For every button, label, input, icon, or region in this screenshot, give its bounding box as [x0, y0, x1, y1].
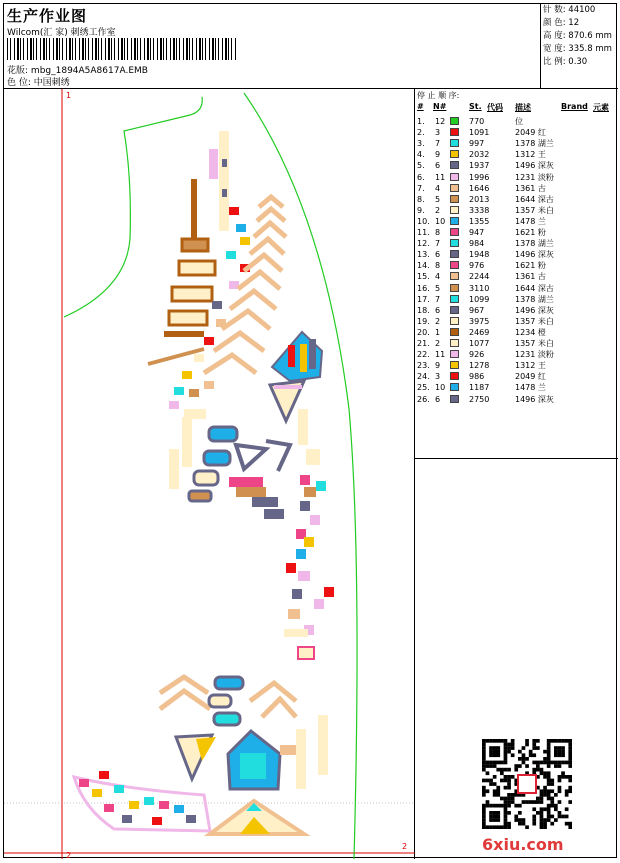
row-stitches: 1099 — [469, 294, 490, 304]
stop-sequence-table — [415, 89, 618, 459]
production-sheet — [3, 3, 617, 858]
row-index: 12. — [417, 239, 430, 249]
color-swatch — [450, 206, 459, 214]
row-needle: 1 — [435, 327, 441, 337]
color-swatch — [450, 284, 459, 292]
legend-row — [415, 316, 618, 327]
legend-row — [415, 260, 618, 271]
garment-outline-left — [64, 97, 202, 317]
legend-row — [415, 271, 618, 282]
row-description: 1496 深灰 — [515, 250, 554, 260]
row-description: 1361 古 — [515, 183, 546, 193]
stitch-column — [219, 131, 229, 231]
row-index: 10. — [417, 216, 430, 226]
row-stitches: 2750 — [469, 394, 490, 404]
row-description: 1378 湖兰 — [515, 239, 554, 249]
row-needle: 6 — [435, 250, 441, 260]
row-stitches: 967 — [469, 305, 485, 315]
row-stitches: 1646 — [469, 183, 490, 193]
row-stitches: 2469 — [469, 327, 490, 337]
row-description: 1231 淡粉 — [515, 350, 554, 360]
embroidery-motif-upper — [148, 131, 250, 419]
row-needle: 10 — [435, 383, 446, 393]
row-needle: 12 — [435, 117, 446, 126]
row-stitches: 2013 — [469, 194, 490, 204]
color-swatch — [450, 372, 459, 380]
row-index: 23. — [417, 361, 430, 371]
row-needle: 11 — [435, 172, 446, 182]
row-index: 25. — [417, 383, 430, 393]
row-stitches: 3110 — [469, 283, 490, 293]
row-description: 1312 王 — [515, 361, 546, 371]
design-file-name: mbg_1894A5A8617A.EMB — [30, 66, 148, 76]
legend-row — [415, 238, 618, 249]
embroidery-preview — [4, 89, 415, 859]
legend-row — [415, 394, 618, 405]
color-swatch — [450, 217, 459, 225]
stitch-rect — [172, 287, 212, 301]
row-stitches: 926 — [469, 350, 485, 360]
col-index: # — [417, 102, 424, 111]
legend-row — [415, 360, 618, 371]
legend-title: 停 止 顺 序: — [417, 91, 460, 100]
col-stitches: St. — [469, 102, 482, 111]
row-index: 18. — [417, 305, 430, 315]
sheet-title: 生产作业图 — [7, 7, 88, 25]
color-swatch — [450, 261, 459, 269]
row-index: 22. — [417, 350, 430, 360]
row-description: 1644 深古 — [515, 194, 554, 204]
row-needle: 6 — [435, 394, 441, 404]
color-swatch — [450, 239, 459, 247]
row-stitches: 997 — [469, 139, 485, 149]
legend-row — [415, 283, 618, 294]
legend-row — [415, 216, 618, 227]
barcode-icon — [7, 38, 239, 60]
legend-row — [415, 183, 618, 194]
row-index: 14. — [417, 261, 430, 271]
row-index: 16. — [417, 283, 430, 293]
legend-row — [415, 327, 618, 338]
row-stitches: 2032 — [469, 150, 490, 160]
legend-row — [415, 116, 618, 127]
colorway-row — [7, 75, 70, 88]
embroidery-house-upper — [270, 332, 322, 421]
row-description: 1644 深古 — [515, 283, 554, 293]
color-swatch — [450, 173, 459, 181]
row-description: 1357 米白 — [515, 316, 554, 326]
row-stitches: 984 — [469, 239, 485, 249]
row-needle: 10 — [435, 216, 446, 226]
row-index: 3. — [417, 139, 425, 149]
legend-row — [415, 305, 618, 316]
legend-columns — [415, 102, 618, 114]
row-stitches: 1996 — [469, 172, 490, 182]
color-swatch — [450, 117, 459, 125]
row-needle: 3 — [435, 128, 441, 138]
color-swatch — [450, 139, 459, 147]
legend-row — [415, 127, 618, 138]
color-swatch — [450, 350, 459, 358]
row-description: 1231 淡粉 — [515, 172, 554, 182]
row-description: 1478 兰 — [515, 216, 546, 226]
row-index: 7. — [417, 183, 425, 193]
color-swatch — [450, 128, 459, 136]
color-swatch — [450, 295, 459, 303]
row-stitches: 947 — [469, 228, 485, 237]
row-needle: 2 — [435, 316, 441, 326]
legend-row — [415, 338, 618, 349]
corner-label-bottom-left: 2 — [66, 851, 72, 860]
row-stitches: 986 — [469, 372, 485, 382]
stitch-bar — [191, 179, 197, 243]
row-needle: 2 — [435, 339, 441, 348]
color-swatch — [450, 184, 459, 192]
row-index: 24. — [417, 372, 430, 382]
col-brand: Brand — [561, 102, 588, 111]
row-needle: 6 — [435, 161, 441, 171]
legend-row — [415, 249, 618, 260]
color-swatch — [450, 150, 459, 158]
col-element: 元素 — [593, 103, 609, 112]
corner-label-top: 1 — [66, 91, 72, 100]
row-stitches: 1077 — [469, 339, 490, 348]
stats-panel — [541, 4, 618, 89]
legend-row — [415, 227, 618, 238]
row-index: 15. — [417, 272, 430, 282]
row-stitches: 1091 — [469, 128, 490, 138]
row-description: 1621 粉 — [515, 228, 546, 237]
row-description: 位 — [515, 117, 523, 126]
row-stitches: 1948 — [469, 250, 490, 260]
colorway-value: 中国刺绣 — [33, 78, 70, 88]
legend-row — [415, 371, 618, 382]
row-description: 1496 深灰 — [515, 305, 554, 315]
design-canvas — [4, 89, 415, 859]
row-needle: 8 — [435, 228, 441, 237]
row-stitches: 3975 — [469, 316, 490, 326]
legend-row — [415, 149, 618, 160]
design-file-label: 花版: — [7, 66, 29, 76]
row-needle: 7 — [435, 139, 441, 149]
color-swatch — [450, 161, 459, 169]
row-index: 6. — [417, 172, 425, 182]
legend-row — [415, 349, 618, 360]
stat-height: 高 度: 870.6 mm — [543, 31, 612, 41]
row-needle: 4 — [435, 183, 441, 193]
legend-row — [415, 172, 618, 183]
row-description: 1357 米白 — [515, 339, 554, 348]
stat-scale: 比 例: 0.30 — [543, 57, 588, 67]
row-description: 1496 深灰 — [515, 394, 554, 404]
row-index: 11. — [417, 228, 430, 237]
legend-row — [415, 194, 618, 205]
row-needle: 5 — [435, 194, 441, 204]
row-description: 2049 红 — [515, 128, 546, 138]
color-swatch — [450, 228, 459, 236]
legend-row — [415, 382, 618, 393]
row-description: 1478 兰 — [515, 383, 546, 393]
color-swatch — [450, 317, 459, 325]
row-index: 2. — [417, 128, 425, 138]
stitch-bar — [164, 331, 204, 337]
color-swatch — [450, 250, 459, 258]
row-index: 20. — [417, 327, 430, 337]
row-description: 1234 橙 — [515, 327, 546, 337]
color-swatch — [450, 361, 459, 369]
stat-colors: 颜 色: 12 — [543, 18, 580, 28]
row-stitches: 2244 — [469, 272, 490, 282]
color-swatch — [450, 383, 459, 391]
color-swatch — [450, 306, 459, 314]
color-swatch — [450, 272, 459, 280]
row-index: 5. — [417, 161, 425, 171]
row-index: 1. — [417, 117, 425, 126]
row-needle: 9 — [435, 150, 441, 160]
watermark-logo: 6xiu.com — [482, 835, 564, 854]
color-swatch — [450, 195, 459, 203]
stat-width: 宽 度: 335.8 mm — [543, 44, 612, 54]
row-needle: 7 — [435, 294, 441, 304]
row-index: 9. — [417, 205, 425, 215]
row-needle: 7 — [435, 239, 441, 249]
legend-row — [415, 138, 618, 149]
row-needle: 2 — [435, 205, 441, 215]
row-stitches: 1355 — [469, 216, 490, 226]
embroidery-chevrons — [204, 197, 286, 373]
row-description: 1621 粉 — [515, 261, 546, 271]
row-description: 2049 红 — [515, 372, 546, 382]
row-description: 1378 湖兰 — [515, 294, 554, 304]
col-code: 代码 — [487, 103, 503, 112]
row-description: 1378 湖兰 — [515, 139, 554, 149]
row-description: 1361 古 — [515, 272, 546, 282]
col-needle: N# — [433, 102, 447, 111]
legend-row — [415, 160, 618, 171]
row-stitches: 1278 — [469, 361, 490, 371]
color-swatch — [450, 395, 459, 403]
color-swatch — [450, 328, 459, 336]
header-panel — [4, 4, 541, 89]
color-swatch — [450, 339, 459, 347]
stitch-rect — [169, 311, 207, 325]
row-index: 4. — [417, 150, 425, 160]
row-needle: 3 — [435, 372, 441, 382]
row-index: 8. — [417, 194, 425, 204]
stitch-rect — [179, 261, 215, 275]
legend-row — [415, 294, 618, 305]
row-index: 17. — [417, 294, 430, 304]
legend-row — [415, 205, 618, 216]
row-needle: 8 — [435, 261, 441, 271]
embroidery-motif-middle — [169, 409, 334, 659]
row-index: 26. — [417, 394, 430, 404]
row-stitches: 976 — [469, 261, 485, 271]
row-index: 13. — [417, 250, 430, 260]
company-name: Wilcom(汇 家) 刺绣工作室 — [7, 28, 116, 38]
stat-stitches: 针 数: 44100 — [543, 5, 596, 15]
row-stitches: 770 — [469, 117, 485, 126]
row-stitches: 1187 — [469, 383, 490, 393]
row-index: 19. — [417, 316, 430, 326]
row-description: 1496 深灰 — [515, 161, 554, 171]
stitch-rect — [182, 239, 208, 251]
row-needle: 6 — [435, 305, 441, 315]
row-description: 1312 王 — [515, 150, 546, 160]
row-index: 21. — [417, 339, 430, 348]
qr-code-icon — [482, 739, 572, 829]
col-description: 描述 — [515, 103, 531, 112]
row-stitches: 1937 — [469, 161, 490, 171]
row-description: 1357 米白 — [515, 205, 554, 215]
row-needle: 11 — [435, 350, 446, 360]
row-needle: 9 — [435, 361, 441, 371]
embroidery-motif-lower — [160, 677, 328, 789]
row-needle: 4 — [435, 272, 441, 282]
corner-label-bottom-right: 2 — [402, 842, 408, 851]
row-needle: 5 — [435, 283, 441, 293]
row-stitches: 3338 — [469, 205, 490, 215]
colorway-label: 色 位: — [7, 78, 31, 88]
